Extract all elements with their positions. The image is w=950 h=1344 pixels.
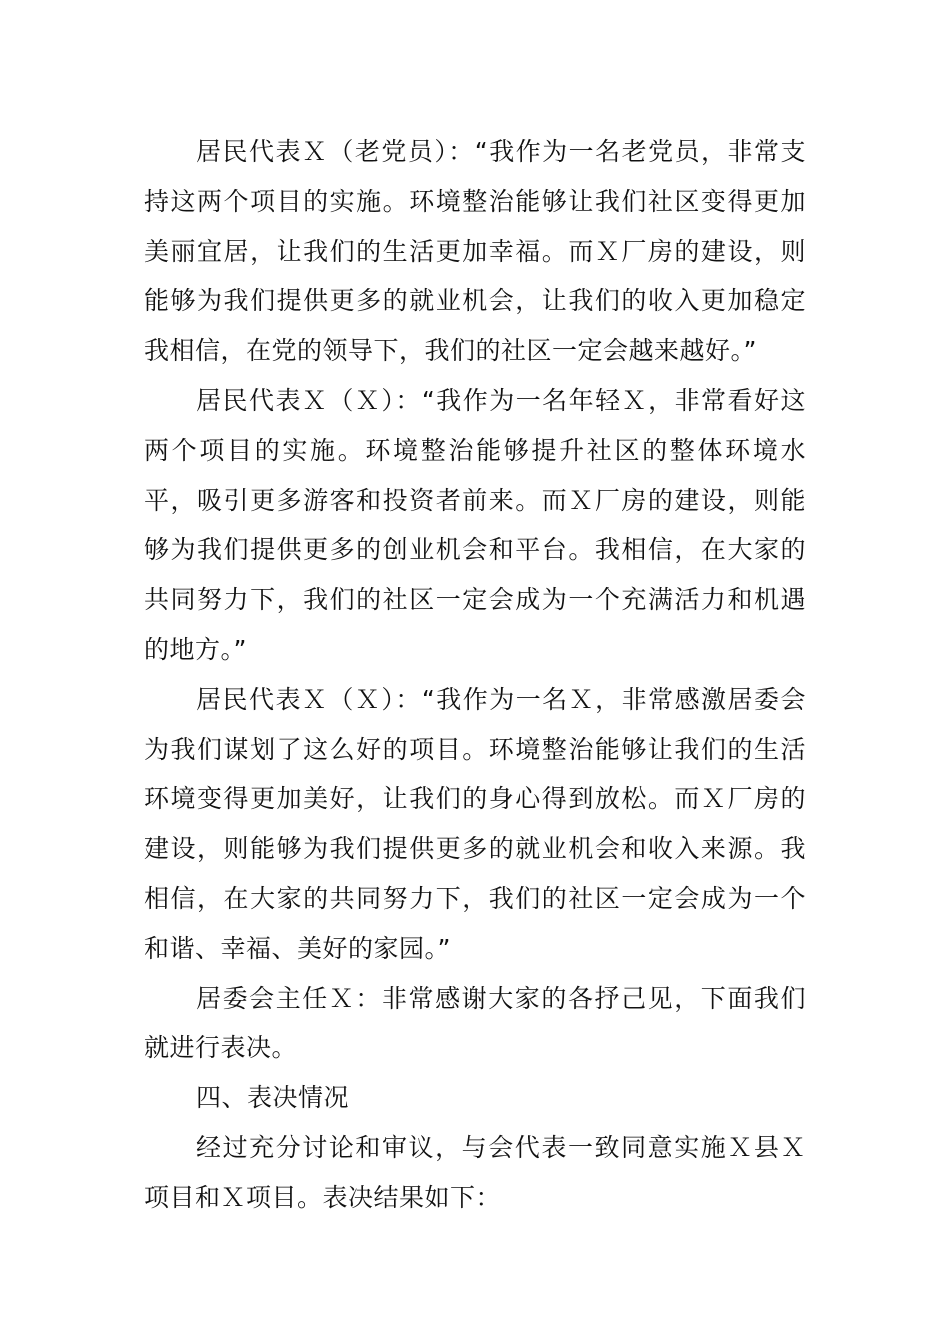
document-body [144,127,806,1223]
paragraph-representative-young: 居民代表Ｘ（Ｘ）：“我作为一名年轻Ｘ，非常看好这两个项目的实施。环境整治能够提升社区的整体环境水平，吸引更多游客和投资者前来。而Ｘ厂房的建设，则能够为我们提供更多的创业机会和平台。我相信，在大家的共同努力下，我们的社区一定会成为一个充满活力和机遇的地方。” [144,385,806,664]
paragraph-voting-result: 经过充分讨论和审议，与会代表一致同意实施Ｘ县Ｘ项目和Ｘ项目。表决结果如下： [144,1132,806,1212]
section-heading-voting: 四、表决情况 [196,1083,350,1113]
paragraph-committee-director: 居委会主任Ｘ：非常感谢大家的各抒己见，下面我们就进行表决。 [144,983,806,1063]
paragraph-representative-grateful: 居民代表Ｘ（Ｘ）：“我作为一名Ｘ，非常感激居委会为我们谋划了这么好的项目。环境整治能够让我们的生活环境变得更加美好，让我们的身心得到放松。而Ｘ厂房的建设，则能够为我们提供更多的就业机会和收入来源。我相信，在大家的共同努力下，我们的社区一定会成为一个和谐、幸福、美好的家园。” [144,684,806,963]
paragraph-representative-old-party-member: 居民代表Ｘ（老党员）：“我作为一名老党员，非常支持这两个项目的实施。环境整治能够让我们社区变得更加美丽宜居，让我们的生活更加幸福。而Ｘ厂房的建设，则能够为我们提供更多的就业机会，让我们的收入更加稳定我相信，在党的领导下，我们的社区一定会越来越好。” [144,137,806,366]
